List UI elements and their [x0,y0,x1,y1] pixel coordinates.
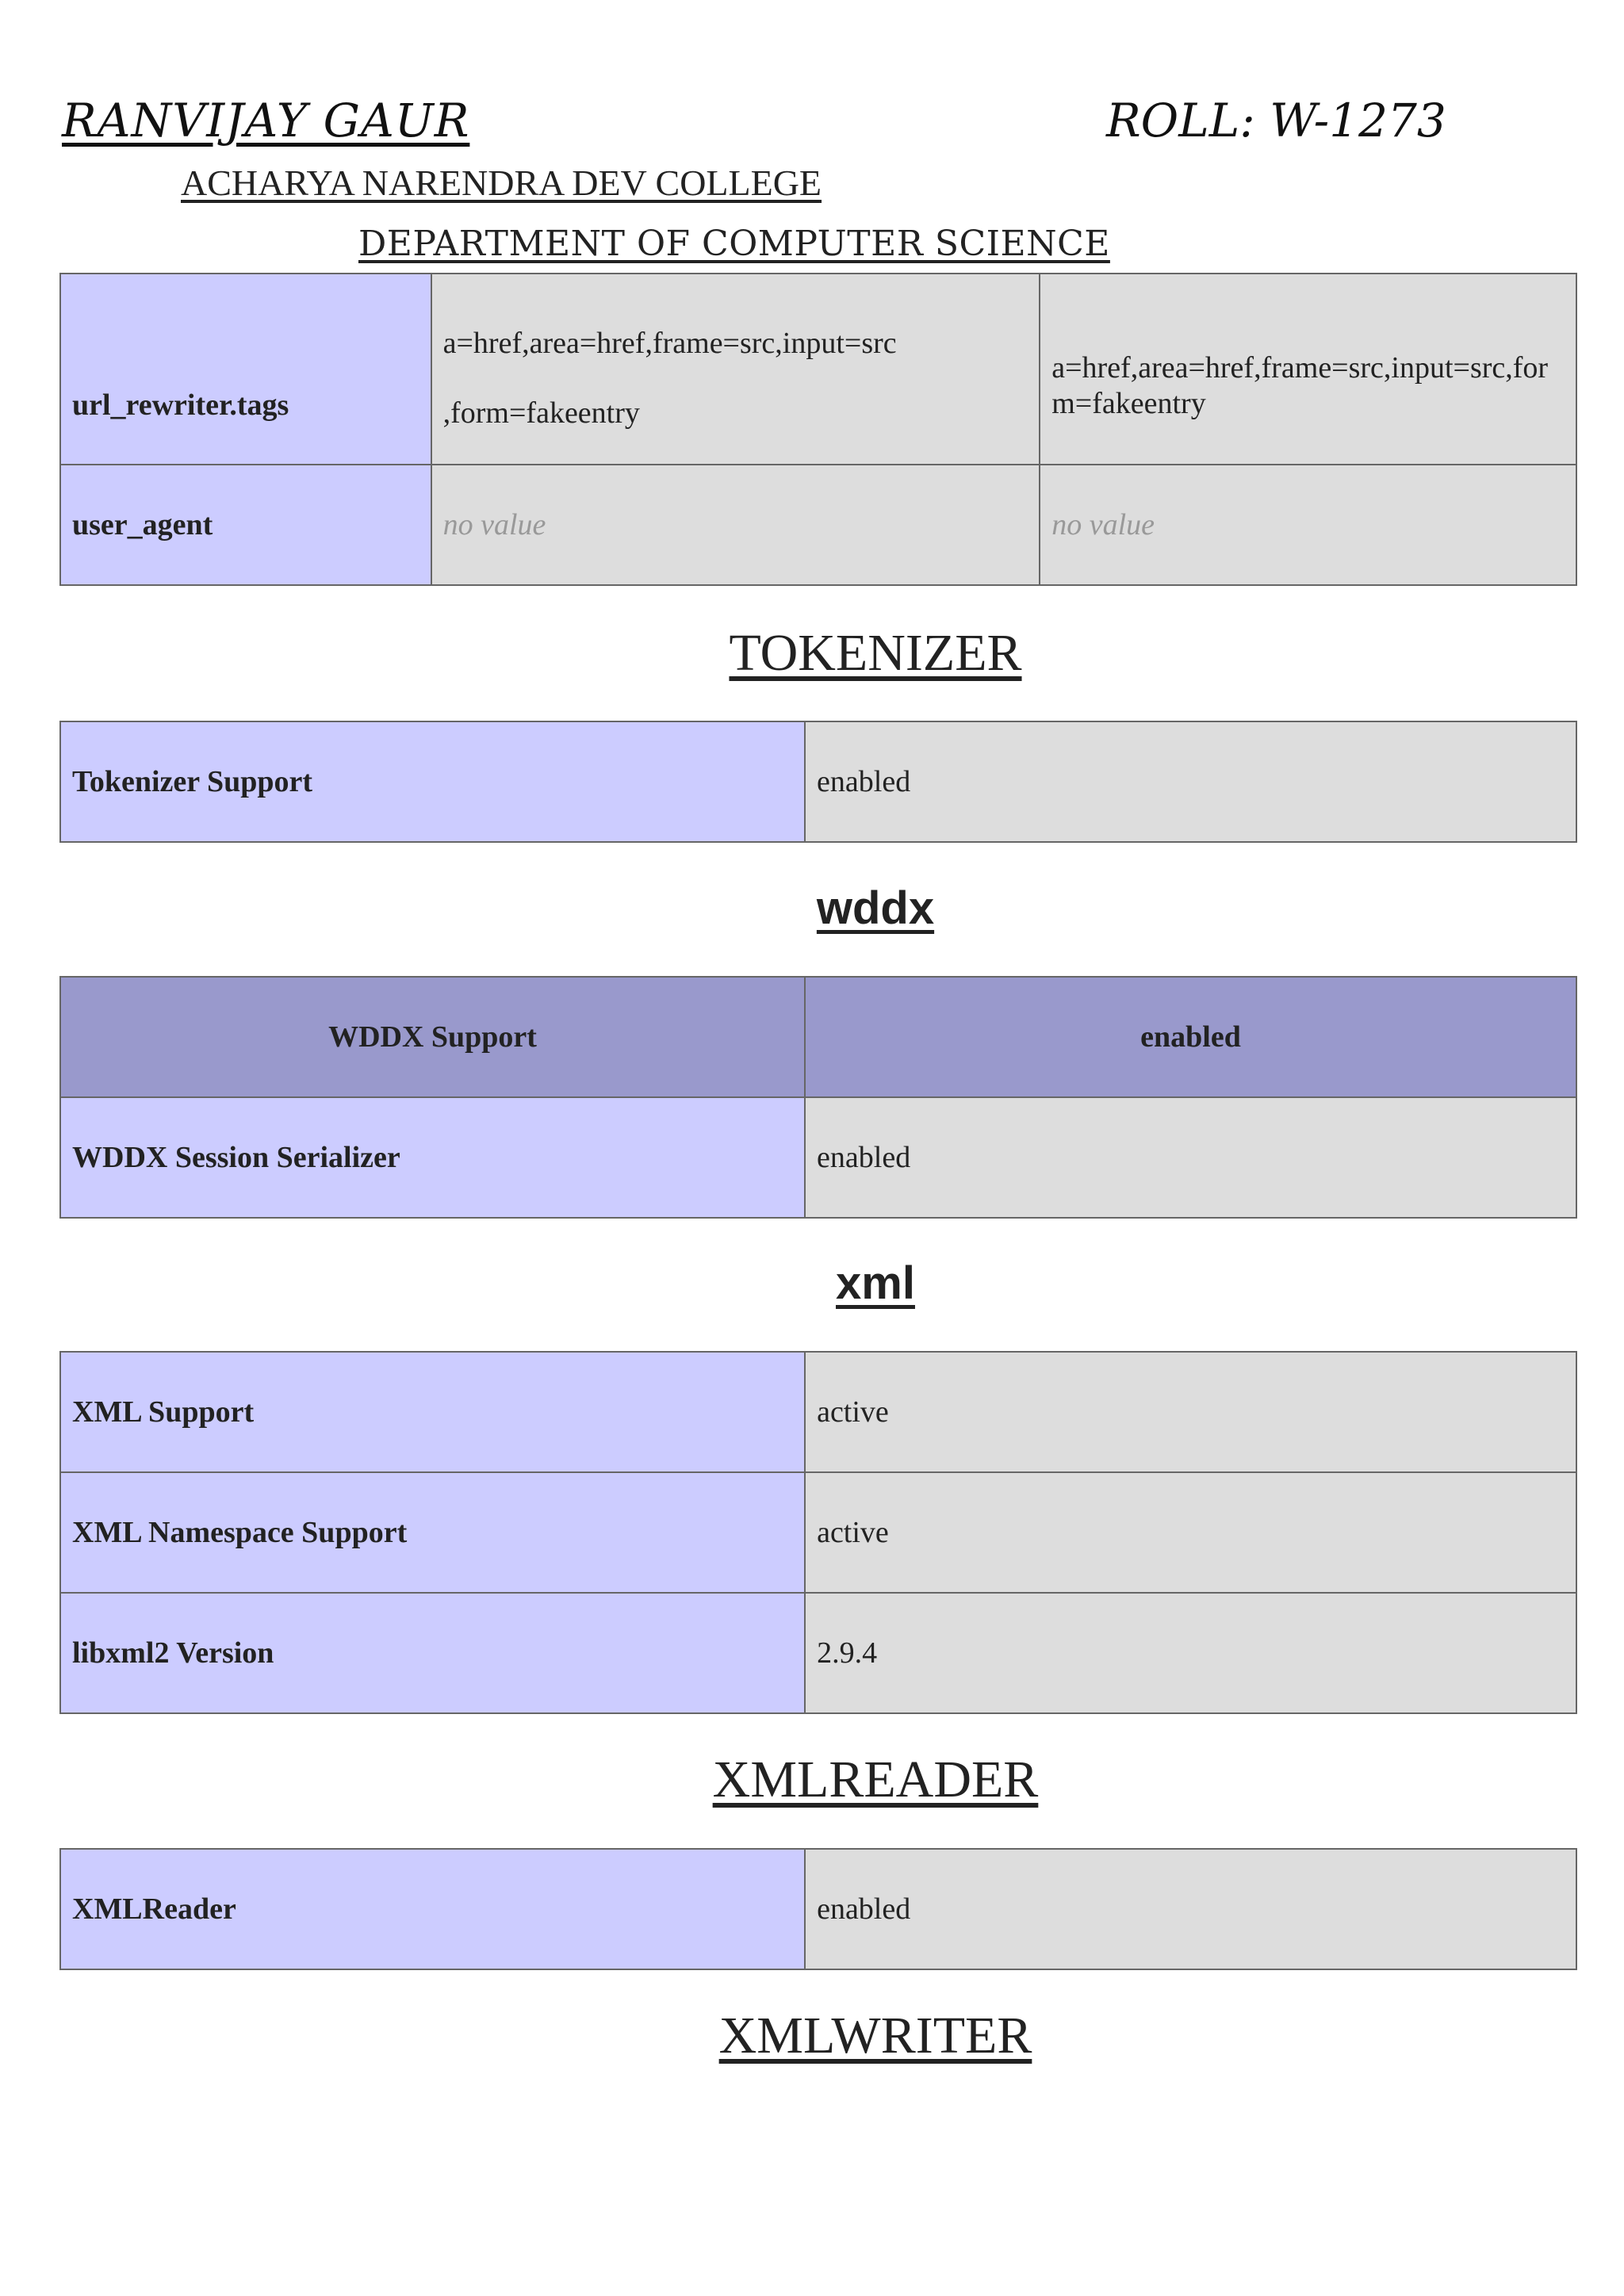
directive-value: active [805,1352,1576,1472]
directive-name: XML Namespace Support [60,1472,805,1593]
wddx-table [59,976,1577,1219]
xml-table [59,1351,1577,1714]
directive-name: WDDX Session Serializer [60,1097,805,1218]
directive-name: XMLReader [60,1849,805,1969]
table-header-row [60,977,1576,1097]
student-name: RANVIJAY GAUR [62,94,470,147]
table-row [60,1352,1576,1472]
master-value: no value [1040,465,1576,585]
college-name: ACHARYA NARENDRA DEV COLLEGE [181,163,822,203]
header-key: WDDX Support [60,977,805,1097]
local-value: no value [431,465,1040,585]
section-title-wddx: wddx [816,882,935,934]
xmlreader-table [59,1848,1577,1970]
table-row [60,1472,1576,1593]
section-title-xmlwriter: XMLWRITER [718,2007,1032,2064]
local-value-line-2: ,form=fakeentry [442,396,640,430]
local-value [431,274,1040,465]
roll-number: ROLL: W-1273 [1106,94,1446,147]
directive-value: 2.9.4 [805,1593,1576,1713]
directive-name: libxml2 Version [60,1593,805,1713]
directive-name: url_rewriter.tags [60,274,431,465]
directive-value: enabled [805,1097,1576,1218]
table-row [60,465,1576,585]
directive-name: user_agent [60,465,431,585]
directive-name: XML Support [60,1352,805,1472]
table-row [60,274,1576,465]
session-directives-table [59,273,1577,586]
department-name: DEPARTMENT OF COMPUTER SCIENCE [358,224,1110,264]
section-title-xmlreader: XMLREADER [712,1751,1039,1808]
table-row [60,721,1576,842]
table-row [60,1097,1576,1218]
directive-value: active [805,1472,1576,1593]
table-row [60,1849,1576,1969]
directive-value: enabled [805,721,1576,842]
header-value: enabled [805,977,1576,1097]
directive-value: enabled [805,1849,1576,1969]
directive-name: Tokenizer Support [60,721,805,842]
local-value-line-1: a=href,area=href,frame=src,input=src [442,327,897,360]
table-row [60,1593,1576,1713]
section-title-xml: xml [836,1257,915,1309]
section-title-tokenizer: TOKENIZER [729,624,1022,682]
tokenizer-table [59,721,1577,843]
master-value: a=href,area=href,frame=src,input=src,form=fakeentry [1040,274,1576,465]
